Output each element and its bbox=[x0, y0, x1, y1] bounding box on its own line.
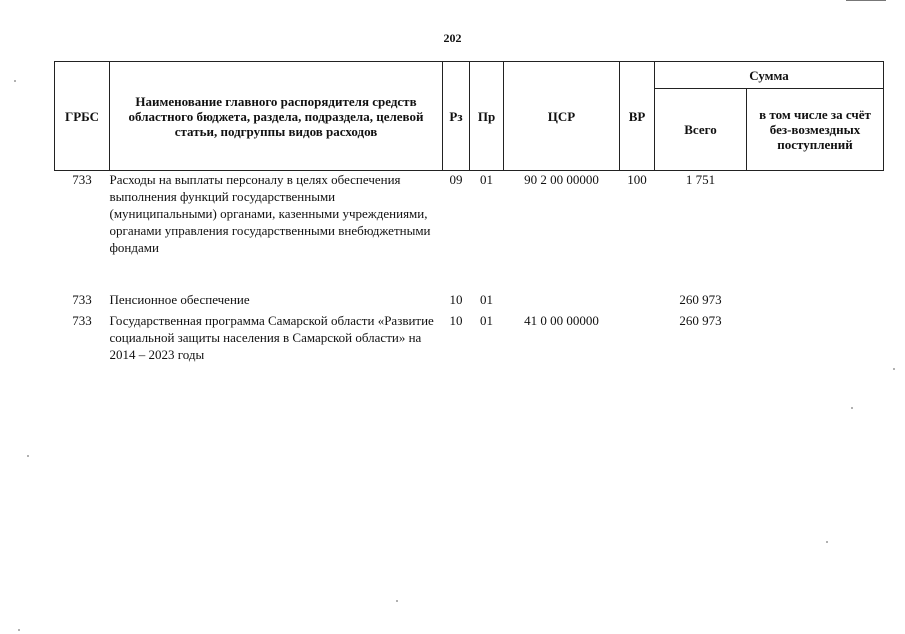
scan-speck bbox=[893, 368, 895, 370]
cell-name: Пенсионное обеспечение bbox=[109, 291, 250, 307]
cell-vr: 100 bbox=[627, 172, 647, 187]
cell-vr bbox=[620, 291, 655, 312]
cell-name: Государственная программа Самарской области «Развитие социальной защиты населения в Самарской области» на 2014 – 2023 годы bbox=[109, 312, 434, 362]
cell-total: 1 751 bbox=[685, 172, 716, 187]
header-rz: Рз bbox=[443, 62, 470, 171]
cell-rz: 10 bbox=[449, 312, 463, 328]
cell-csr bbox=[504, 291, 620, 312]
cell-incl bbox=[747, 291, 884, 312]
scan-speck bbox=[851, 407, 853, 409]
cell-name: Расходы на выплаты персоналу в целях обеспечения выполнения функций государственными (муниципальными) органами, казенными учреждениями, органами управления государственными внебюджетными фондами bbox=[109, 172, 431, 255]
cell-incl bbox=[747, 312, 884, 372]
cell-grbs: 733 bbox=[72, 172, 92, 187]
scan-speck bbox=[14, 80, 16, 82]
header-sum: Сумма bbox=[655, 62, 884, 89]
header-total: Всего bbox=[655, 89, 747, 171]
cell-grbs: 733 bbox=[72, 291, 92, 307]
cell-total: 260 973 bbox=[679, 312, 722, 328]
scan-speck bbox=[396, 600, 398, 602]
cell-incl bbox=[747, 171, 884, 291]
header-csr: ЦСР bbox=[504, 62, 620, 171]
cell-vr bbox=[620, 312, 655, 372]
cell-rz: 10 bbox=[449, 291, 463, 307]
table-row bbox=[55, 291, 884, 312]
top-edge-rule bbox=[846, 0, 886, 1]
budget-table bbox=[54, 61, 884, 372]
cell-pr: 01 bbox=[480, 312, 493, 328]
scan-speck bbox=[826, 541, 828, 543]
page-number: 202 bbox=[443, 31, 462, 45]
cell-total: 260 973 bbox=[679, 291, 722, 307]
header-name: Наименование главного распорядителя средств областного бюджета, раздела, подраздела, целевой статьи, подгруппы видов расходов bbox=[110, 62, 443, 171]
cell-csr: 90 2 00 00000 bbox=[524, 172, 599, 187]
cell-pr: 01 bbox=[480, 172, 493, 187]
table-row bbox=[55, 171, 884, 291]
scan-speck bbox=[18, 629, 20, 631]
header-incl: в том числе за счёт без-возмездных поступлений bbox=[747, 89, 884, 171]
cell-rz: 09 bbox=[449, 172, 463, 187]
header-grbs: ГРБС bbox=[55, 62, 110, 171]
scan-speck bbox=[27, 455, 29, 457]
cell-grbs: 733 bbox=[72, 312, 92, 328]
cell-pr: 01 bbox=[480, 291, 493, 307]
header-vr: ВР bbox=[620, 62, 655, 171]
cell-csr: 41 0 00 00000 bbox=[524, 312, 599, 328]
header-pr: Пр bbox=[470, 62, 504, 171]
table-row bbox=[55, 312, 884, 372]
